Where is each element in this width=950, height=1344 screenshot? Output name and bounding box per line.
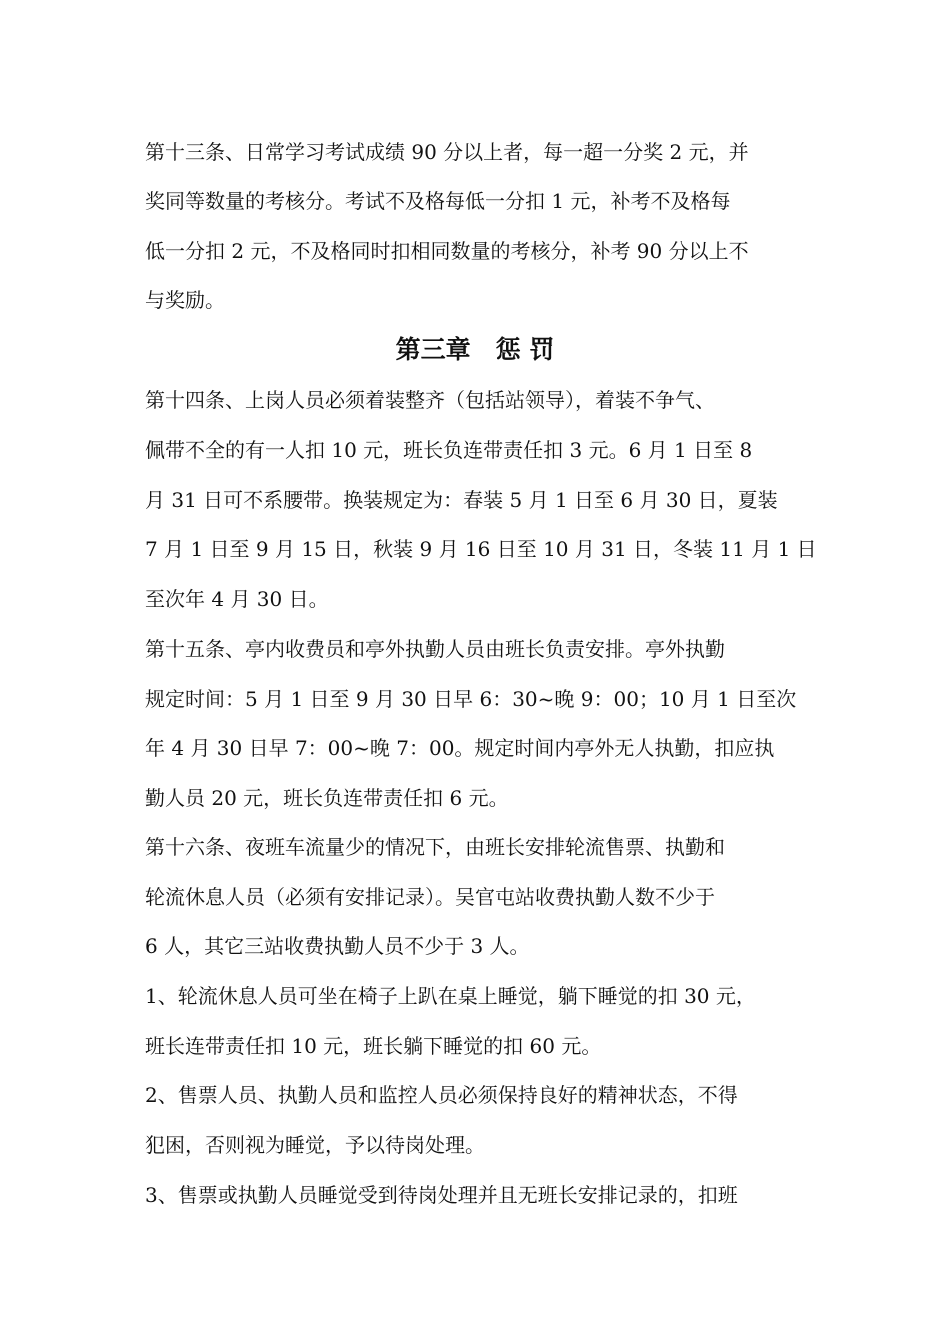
text-line: 班长连带责任扣 10 元，班长躺下睡觉的扣 60 元。 xyxy=(145,1034,602,1058)
text-line: 规定时间：5 月 1 日至 9 月 30 日早 6：30~晚 9：00；10 月 1 日至次 xyxy=(145,687,797,711)
text-line: 2、售票人员、执勤人员和监控人员必须保持良好的精神状态，不得 xyxy=(145,1083,738,1107)
text-line: 3、售票或执勤人员睡觉受到待岗处理并且无班长安排记录的，扣班 xyxy=(145,1183,738,1207)
text-line: 第十三条、日常学习考试成绩 90 分以上者，每一超一分奖 2 元，并 xyxy=(145,140,749,164)
text-line: 1、轮流休息人员可坐在椅子上趴在桌上睡觉，躺下睡觉的扣 30 元， xyxy=(145,984,756,1008)
text-line: 与奖励。 xyxy=(145,288,225,312)
text-line: 第十五条、亭内收费员和亭外执勤人员由班长负责安排。亭外执勤 xyxy=(145,637,725,661)
text-line: 至次年 4 月 30 日。 xyxy=(145,587,329,611)
text-line: 月 31 日可不系腰带。换装规定为：春装 5 月 1 日至 6 月 30 日，夏装 xyxy=(145,488,778,512)
text-line: 犯困，否则视为睡觉，予以待岗处理。 xyxy=(145,1133,485,1157)
text-line: 勤人员 20 元，班长负连带责任扣 6 元。 xyxy=(145,786,509,810)
text-line: 第十四条、上岗人员必须着装整齐（包括站领导），着装不争气、 xyxy=(145,388,715,412)
text-line: 轮流休息人员（必须有安排记录）。吴官屯站收费执勤人数不少于 xyxy=(145,885,715,909)
text-line: 6 人，其它三站收费执勤人员不少于 3 人。 xyxy=(145,934,530,958)
chapter-title: 第三章 惩 罚 xyxy=(395,335,555,364)
text-line: 7 月 1 日至 9 月 15 日，秋装 9 月 16 日至 10 月 31 日，冬装 11 月 1 日 xyxy=(145,537,817,561)
text-line: 佩带不全的有一人扣 10 元，班长负连带责任扣 3 元。6 月 1 日至 8 xyxy=(145,438,753,462)
text-line: 年 4 月 30 日早 7：00~晚 7：00。规定时间内亭外无人执勤，扣应执 xyxy=(145,736,775,760)
text-line: 奖同等数量的考核分。考试不及格每低一分扣 1 元，补考不及格每 xyxy=(145,189,731,213)
text-line: 低一分扣 2 元，不及格同时扣相同数量的考核分，补考 90 分以上不 xyxy=(145,239,749,263)
text-line: 第十六条、夜班车流量少的情况下，由班长安排轮流售票、执勤和 xyxy=(145,835,725,859)
